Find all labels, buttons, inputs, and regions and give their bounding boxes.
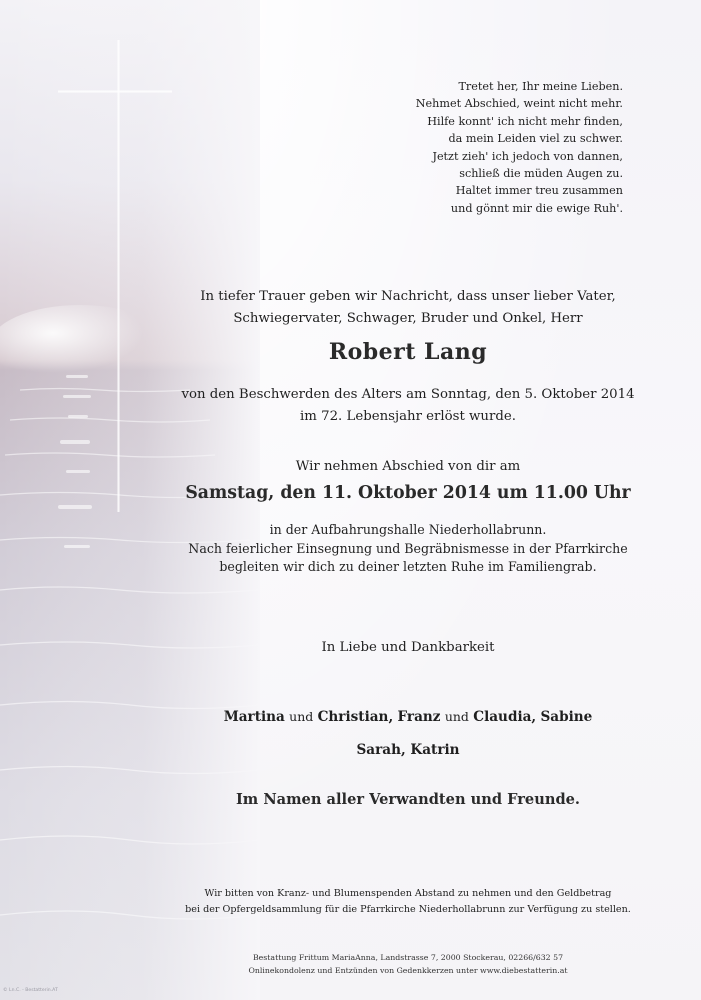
- venue-line: begleiten wir dich zu deiner letzten Ruhe im Familiengrab.: [219, 559, 597, 574]
- poem-line: Haltet immer treu zusammen: [455, 184, 623, 198]
- mourner-name: Christian: [317, 709, 389, 725]
- deceased-name: Robert Lang: [328, 339, 488, 365]
- poem-line: Hilfe konnt' ich nicht mehr finden,: [427, 114, 623, 128]
- grandchildren-names: Sarah, Katrin: [356, 742, 460, 758]
- note-line: bei der Opfergeldsammlung für die Pfarrkirche Niederhollabrunn zur Verfügung zu stellen.: [185, 903, 631, 915]
- passing-line: von den Beschwerden des Alters am Sonntag, den 5. Oktober 2014: [181, 387, 635, 402]
- watermark: © Ln.C. - Bestatterin.AT: [3, 988, 58, 993]
- footer-line: Onlinekondolenz und Entzünden von Gedenkkerzen unter www.diebestatterin.at: [248, 965, 568, 975]
- poem-line: Nehmet Abschied, weint nicht mehr.: [415, 97, 623, 111]
- poem-line: Jetzt zieh' ich jedoch von dannen,: [432, 149, 623, 163]
- announcement-intro: [150, 286, 666, 330]
- mourner-name: Sabine: [540, 709, 593, 725]
- intro-line: Schwiegervater, Schwager, Bruder und Onkel, Herr: [233, 311, 583, 326]
- mourner-name: Martina: [223, 709, 285, 725]
- funeral-venue: [150, 521, 666, 577]
- undertaker-footer: [150, 952, 666, 977]
- note-line: Wir bitten von Kranz- und Blumenspenden Abstand zu nehmen und den Geldbetrag: [204, 888, 612, 899]
- passing-text: [150, 384, 666, 428]
- love-gratitude: In Liebe und Dankbarkeit: [321, 640, 495, 655]
- mourner-name: Franz: [397, 709, 441, 725]
- poem-line: und gönnt mir die ewige Ruh'.: [450, 201, 623, 215]
- poem: [293, 78, 623, 217]
- connector: und: [289, 709, 314, 724]
- family-names: [150, 700, 666, 767]
- cross-vertical-beam: [117, 40, 120, 512]
- venue-line: in der Aufbahrungshalle Niederhollabrunn.: [269, 522, 547, 537]
- family-line: Martina und Christian, Franz und Claudia, Sabine: [223, 709, 593, 725]
- connector: und: [444, 709, 469, 724]
- donation-note: [150, 886, 666, 917]
- venue-line: Nach feierlicher Einsegnung und Begräbnismesse in der Pfarrkirche: [188, 540, 628, 556]
- relatives-friends: Im Namen aller Verwandten und Freunde.: [235, 791, 581, 808]
- intro-line: In tiefer Trauer geben wir Nachricht, dass unser lieber Vater,: [200, 289, 616, 304]
- poem-line: Tretet her, Ihr meine Lieben.: [458, 80, 623, 93]
- footer-line: Bestattung Frittum MariaAnna, Landstrasse 7, 2000 Stockerau, 02266/632 57: [252, 953, 564, 962]
- poem-line: schließ die müden Augen zu.: [459, 167, 623, 181]
- poem-line: da mein Leiden viel zu schwer.: [448, 132, 623, 146]
- funeral-date: Samstag, den 11. Oktober 2014 um 11.00 Uhr: [185, 483, 631, 503]
- family-line: [150, 734, 666, 767]
- mourner-name: Claudia: [473, 709, 532, 725]
- passing-line: im 72. Lebensjahr erlöst wurde.: [300, 409, 516, 424]
- farewell-text: Wir nehmen Abschied von dir am: [295, 459, 521, 474]
- cross-horizontal-beam: [58, 90, 172, 93]
